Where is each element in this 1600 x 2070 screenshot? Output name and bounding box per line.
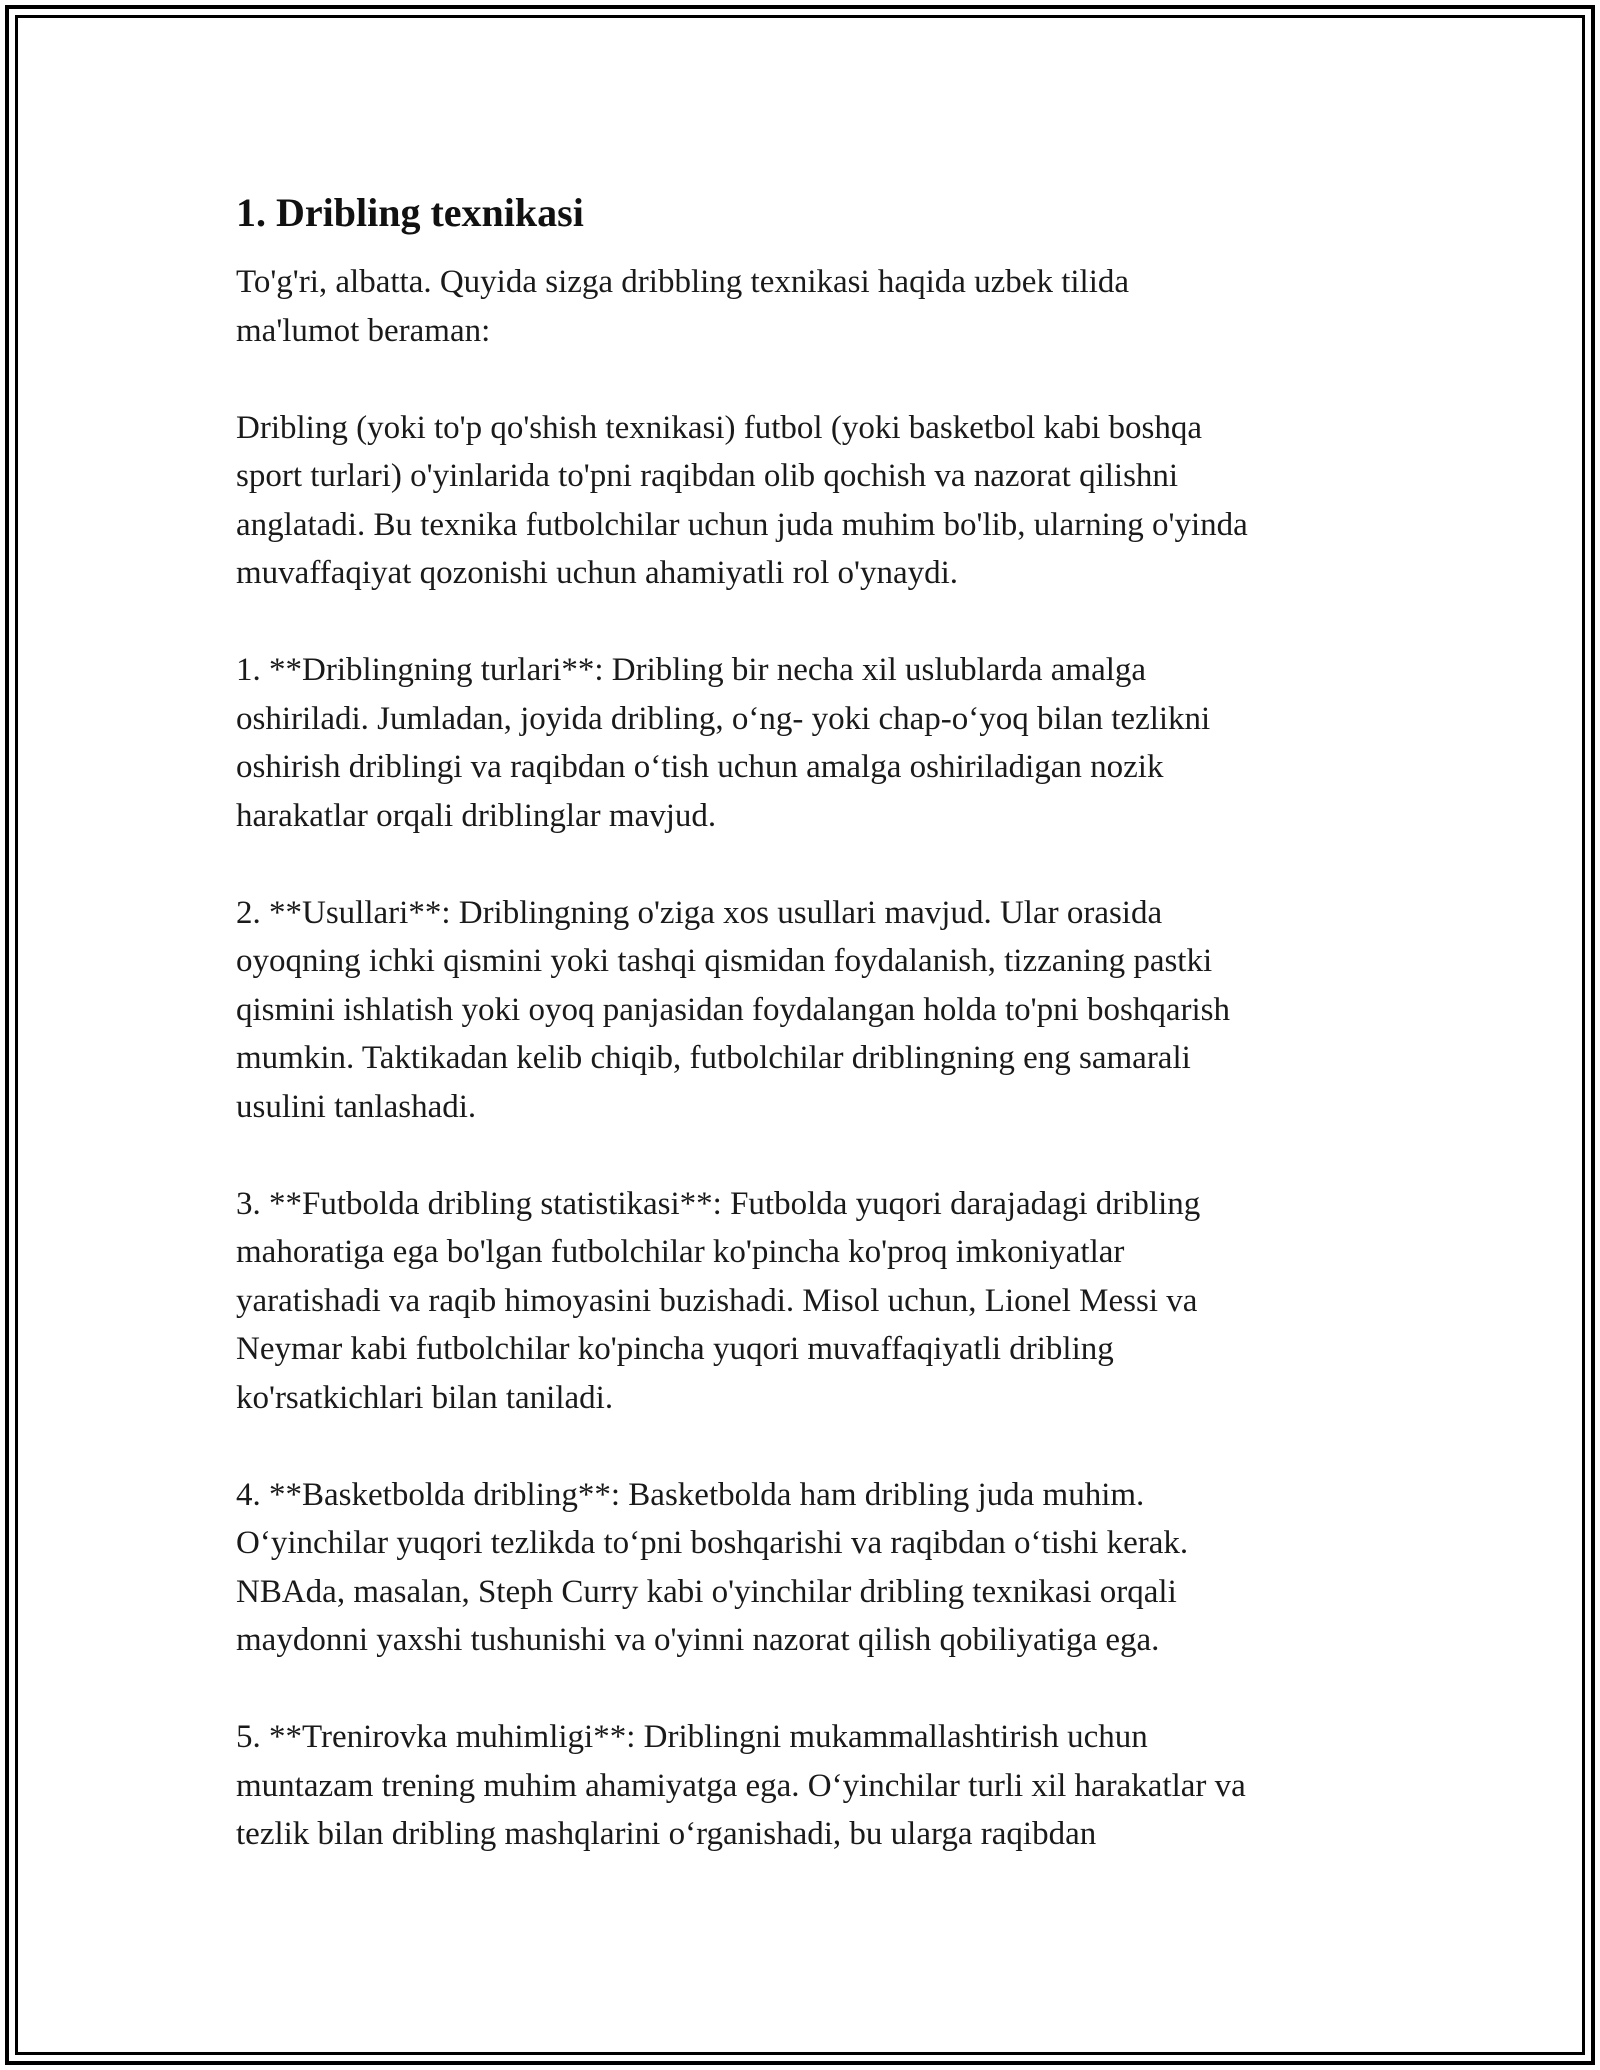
paragraph-spacer <box>236 1131 1416 1180</box>
page-title: 1. Dribling texnikasi <box>236 190 584 235</box>
paragraph-spacer <box>236 598 1416 647</box>
document-body <box>236 188 1416 1859</box>
paragraph-spacer <box>236 355 1416 404</box>
paragraph-spacer <box>236 840 1416 889</box>
section-football-statistics: 3. **Futbolda dribling statistikasi**: Futbolda yuqori darajadagi dribling mahoratiga ega bo'lgan futbolchilar ko'pincha ko'proq imkoniyatlar yaratishadi va raqib himoyasini buzishadi. Misol uchun, Lionel Messi va Neymar kabi futbolchilar ko'pincha yuqori muvaffaqiyatli dribling ko'rsatkichlari bilan taniladi. <box>236 1185 1201 1416</box>
paragraph-spacer <box>236 1422 1416 1471</box>
paragraph-spacer <box>236 1665 1416 1714</box>
section-dribbling-types: 1. **Driblingning turlari**: Dribling bir necha xil uslublarda amalga oshiriladi. Jumladan, joyida dribling, o‘ng- yoki chap-o‘yoq bilan tezlikni oshirish driblingi va raqibdan o‘tish uchun amalga oshiriladigan nozik harakatlar orqali driblinglar mavjud. <box>236 652 1211 834</box>
section-training-importance: 5. **Trenirovka muhimligi**: Driblingni mukammallashtirish uchun muntazam trening muhim ahamiyatga ega. O‘yinchilar turli xil harakatlar va tezlik bilan dribling mashqlarini o‘rganishadi, bu ularga raqibdan <box>236 1719 1246 1852</box>
overview-paragraph: Dribling (yoki to'p qo'shish texnikasi) futbol (yoki basketbol kabi boshqa sport turlari) o'yinlarida to'pni raqibdan olib qochish va nazorat qilishni anglatadi. Bu texnika futbolchilar uchun juda muhim bo'lib, ularning o'yinda muvaffaqiyat qozonishi uchun ahamiyatli rol o'ynaydi. <box>236 409 1248 591</box>
section-basketball-dribbling: 4. **Basketbolda dribling**: Basketbolda ham dribling juda muhim. O‘yinchilar yuqori tezlikda to‘pni boshqarishi va raqibdan o‘tishi kerak. NBAda, masalan, Steph Curry kabi o'yinchilar dribling texnikasi orqali maydonni yaxshi tushunishi va o'yinni nazorat qilish qobiliyatiga ega. <box>236 1476 1189 1658</box>
intro-paragraph: To'g'ri, albatta. Quyida sizga dribbling texnikasi haqida uzbek tilida ma'lumot beraman: <box>236 264 1130 349</box>
section-methods: 2. **Usullari**: Driblingning o'ziga xos usullari mavjud. Ular orasida oyoqning ichki qismini yoki tashqi qismidan foydalanish, tizzaning pastki qismini ishlatish yoki oyoq panjasidan foydalangan holda to'pni boshqarish mumkin. Taktikadan kelib chiqib, futbolchilar driblingning eng samarali usulini tanlashadi. <box>236 894 1230 1125</box>
